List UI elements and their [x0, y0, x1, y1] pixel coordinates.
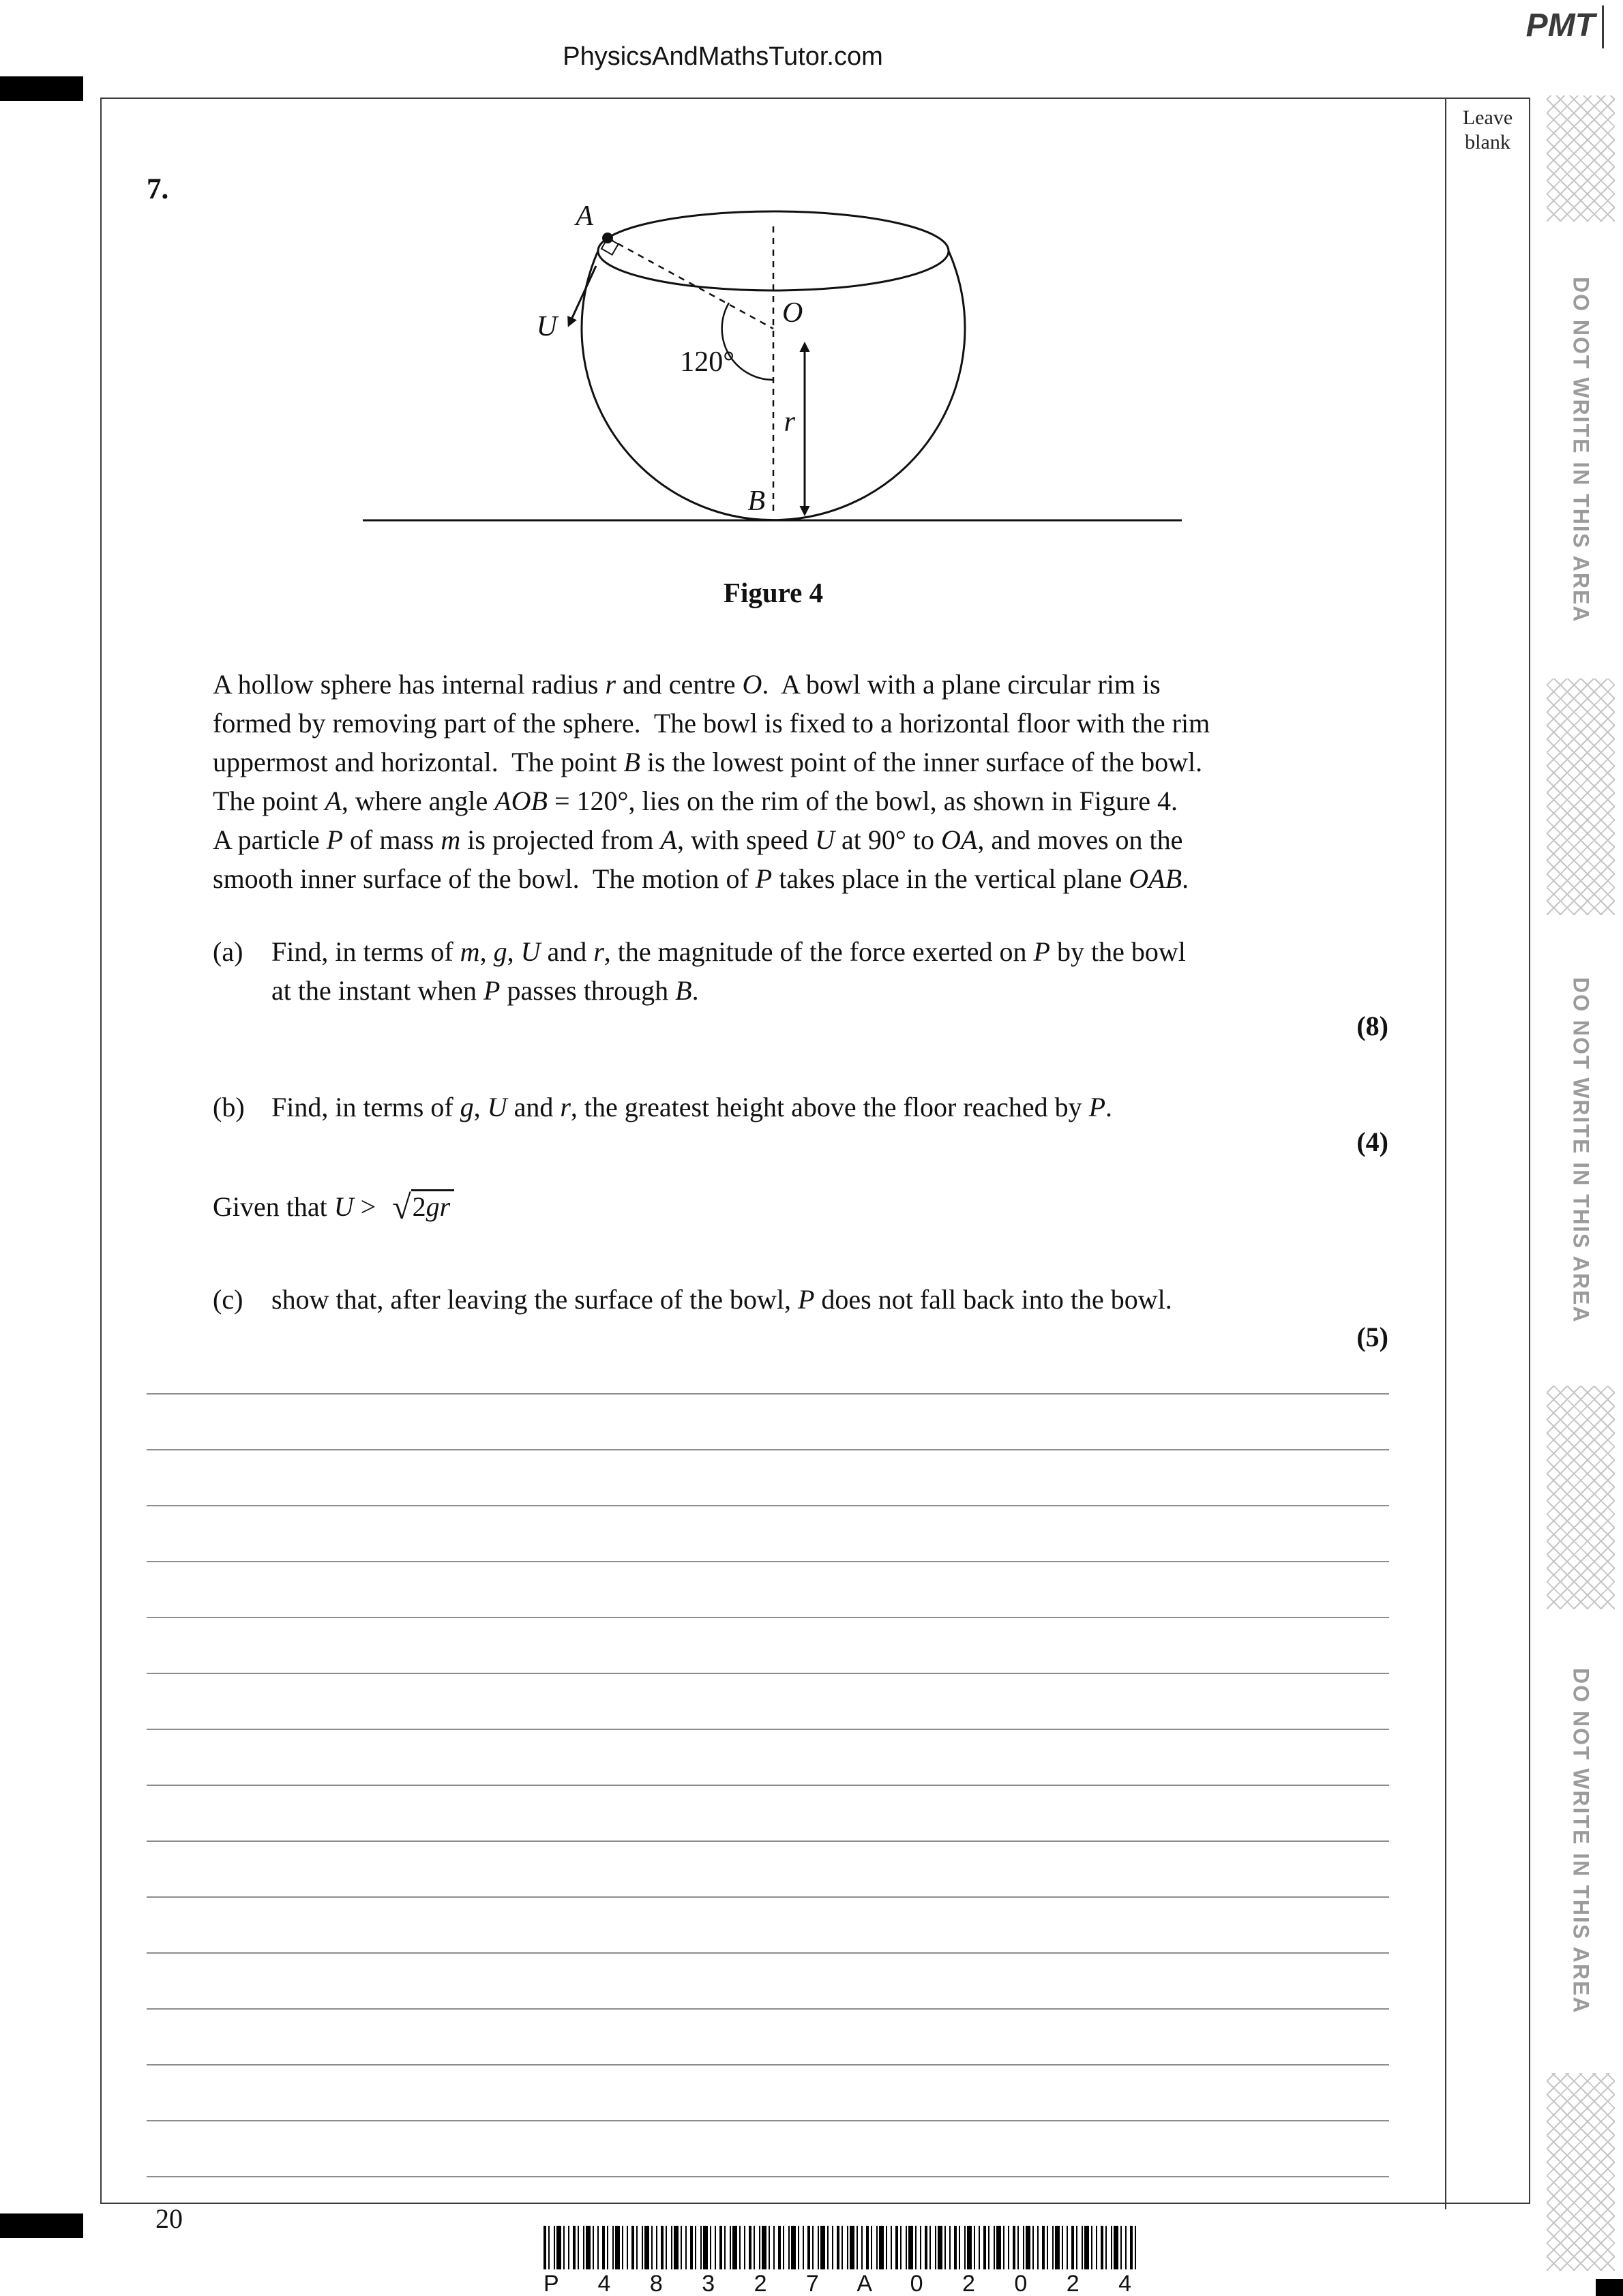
label-u: U	[536, 311, 557, 342]
answer-rule-line	[147, 1898, 1389, 1954]
do-not-write-text-1: DO NOT WRITE IN THIS AREA	[1568, 277, 1594, 623]
label-o: O	[782, 297, 803, 329]
leave-blank-word-1: Leave	[1462, 106, 1513, 129]
do-not-write-text-3: DO NOT WRITE IN THIS AREA	[1568, 1668, 1594, 2014]
answer-rule-line	[147, 1674, 1389, 1730]
question-frame	[100, 98, 1530, 2204]
pmt-logo: PMT	[1523, 5, 1604, 48]
label-a: A	[576, 200, 593, 232]
body-line: smooth inner surface of the bowl. The motion of P takes place in the vertical plane OAB.	[213, 863, 1189, 894]
question-body	[213, 665, 1399, 898]
part-a-line: Find, in terms of m, g, U and r, the magnitude of the force exerted on P by the bowl	[271, 936, 1186, 967]
answer-lines	[147, 1339, 1389, 2177]
do-not-write-strip	[1547, 95, 1615, 2271]
given-relation: >	[353, 1191, 383, 1222]
part-a-label: (a)	[213, 936, 243, 967]
site-header-title: PhysicsAndMathsTutor.com	[563, 42, 883, 71]
label-b: B	[747, 486, 765, 517]
page-number: 20	[155, 2203, 183, 2234]
crosshatch-pattern	[1547, 95, 1615, 222]
registration-mark-top	[0, 76, 83, 101]
question-content	[102, 99, 1445, 2203]
do-not-write-text-2: DO NOT WRITE IN THIS AREA	[1568, 977, 1594, 1324]
answer-rule-line	[147, 1339, 1389, 1395]
answer-rule-line	[147, 2121, 1389, 2177]
body-line: formed by removing part of the sphere. The bowl is fixed to a horizontal floor with the rim	[213, 708, 1210, 739]
question-part-b	[213, 1088, 1401, 1127]
crosshatch-pattern	[1547, 1386, 1615, 1609]
body-line: uppermost and horizontal. The point B is the lowest point of the inner surface of the bowl.	[213, 747, 1203, 777]
answer-rule-line	[147, 1954, 1389, 2010]
part-c-text	[271, 1280, 1401, 1319]
registration-mark-bottom	[0, 2213, 83, 2238]
figure-caption: Figure 4	[723, 577, 824, 608]
answer-rule-line	[147, 1618, 1389, 1674]
crosshatch-pattern	[1547, 679, 1615, 915]
part-c-marks: (5)	[1356, 1322, 1388, 1352]
body-line: A particle P of mass m is projected from A, with speed U at 90° to OA, and moves on the	[213, 824, 1183, 855]
barcode	[544, 2226, 1137, 2269]
radical-sign: √	[392, 1188, 411, 1226]
answer-rule-line	[147, 2010, 1389, 2066]
part-c-label: (c)	[213, 1284, 243, 1315]
answer-rule-line	[147, 1730, 1389, 1786]
answer-rule-line	[147, 1562, 1389, 1618]
radicand: 2gr	[411, 1189, 455, 1222]
given-variable: U	[333, 1191, 354, 1222]
given-prefix: Given that	[213, 1191, 334, 1222]
part-b-marks: (4)	[1356, 1127, 1388, 1157]
oa-dashed-line	[608, 238, 773, 329]
leave-blank-column	[1445, 99, 1529, 2209]
question-part-a	[213, 932, 1401, 1010]
question-number: 7.	[147, 173, 169, 205]
answer-rule-line	[147, 1786, 1389, 1842]
part-b-label: (b)	[213, 1092, 245, 1122]
given-condition	[213, 1187, 454, 1227]
figure-4-diagram	[363, 199, 1215, 540]
barcode-text: P 4 8 3 2 7 A 0 2 0 2 4	[544, 2271, 1131, 2296]
label-r: r	[784, 406, 795, 438]
answer-rule-line	[147, 1842, 1389, 1898]
answer-rule-line	[147, 1450, 1389, 1506]
part-a-text	[271, 932, 1401, 1010]
label-angle-120: 120°	[680, 346, 734, 378]
answer-rule-line	[147, 2066, 1389, 2121]
part-b-line: Find, in terms of g, U and r, the greatest height above the floor reached by P.	[271, 1092, 1113, 1122]
question-part-c	[213, 1280, 1401, 1319]
part-a-line: at the instant when P passes through B.	[271, 975, 699, 1006]
leave-blank-word-2: blank	[1465, 131, 1510, 153]
part-c-line: show that, after leaving the surface of the bowl, P does not fall back into the bowl.	[271, 1284, 1172, 1315]
crosshatch-pattern	[1547, 2073, 1615, 2271]
registration-mark-corner	[1596, 2279, 1623, 2296]
answer-rule-line	[147, 1395, 1389, 1450]
part-a-marks: (8)	[1356, 1011, 1388, 1041]
body-line: A hollow sphere has internal radius r and centre O. A bowl with a plane circular rim is	[213, 669, 1161, 700]
body-line: The point A, where angle AOB = 120°, lies on the rim of the bowl, as shown in Figure 4.	[213, 786, 1178, 816]
part-b-text	[271, 1088, 1401, 1127]
answer-rule-line	[147, 1506, 1389, 1562]
